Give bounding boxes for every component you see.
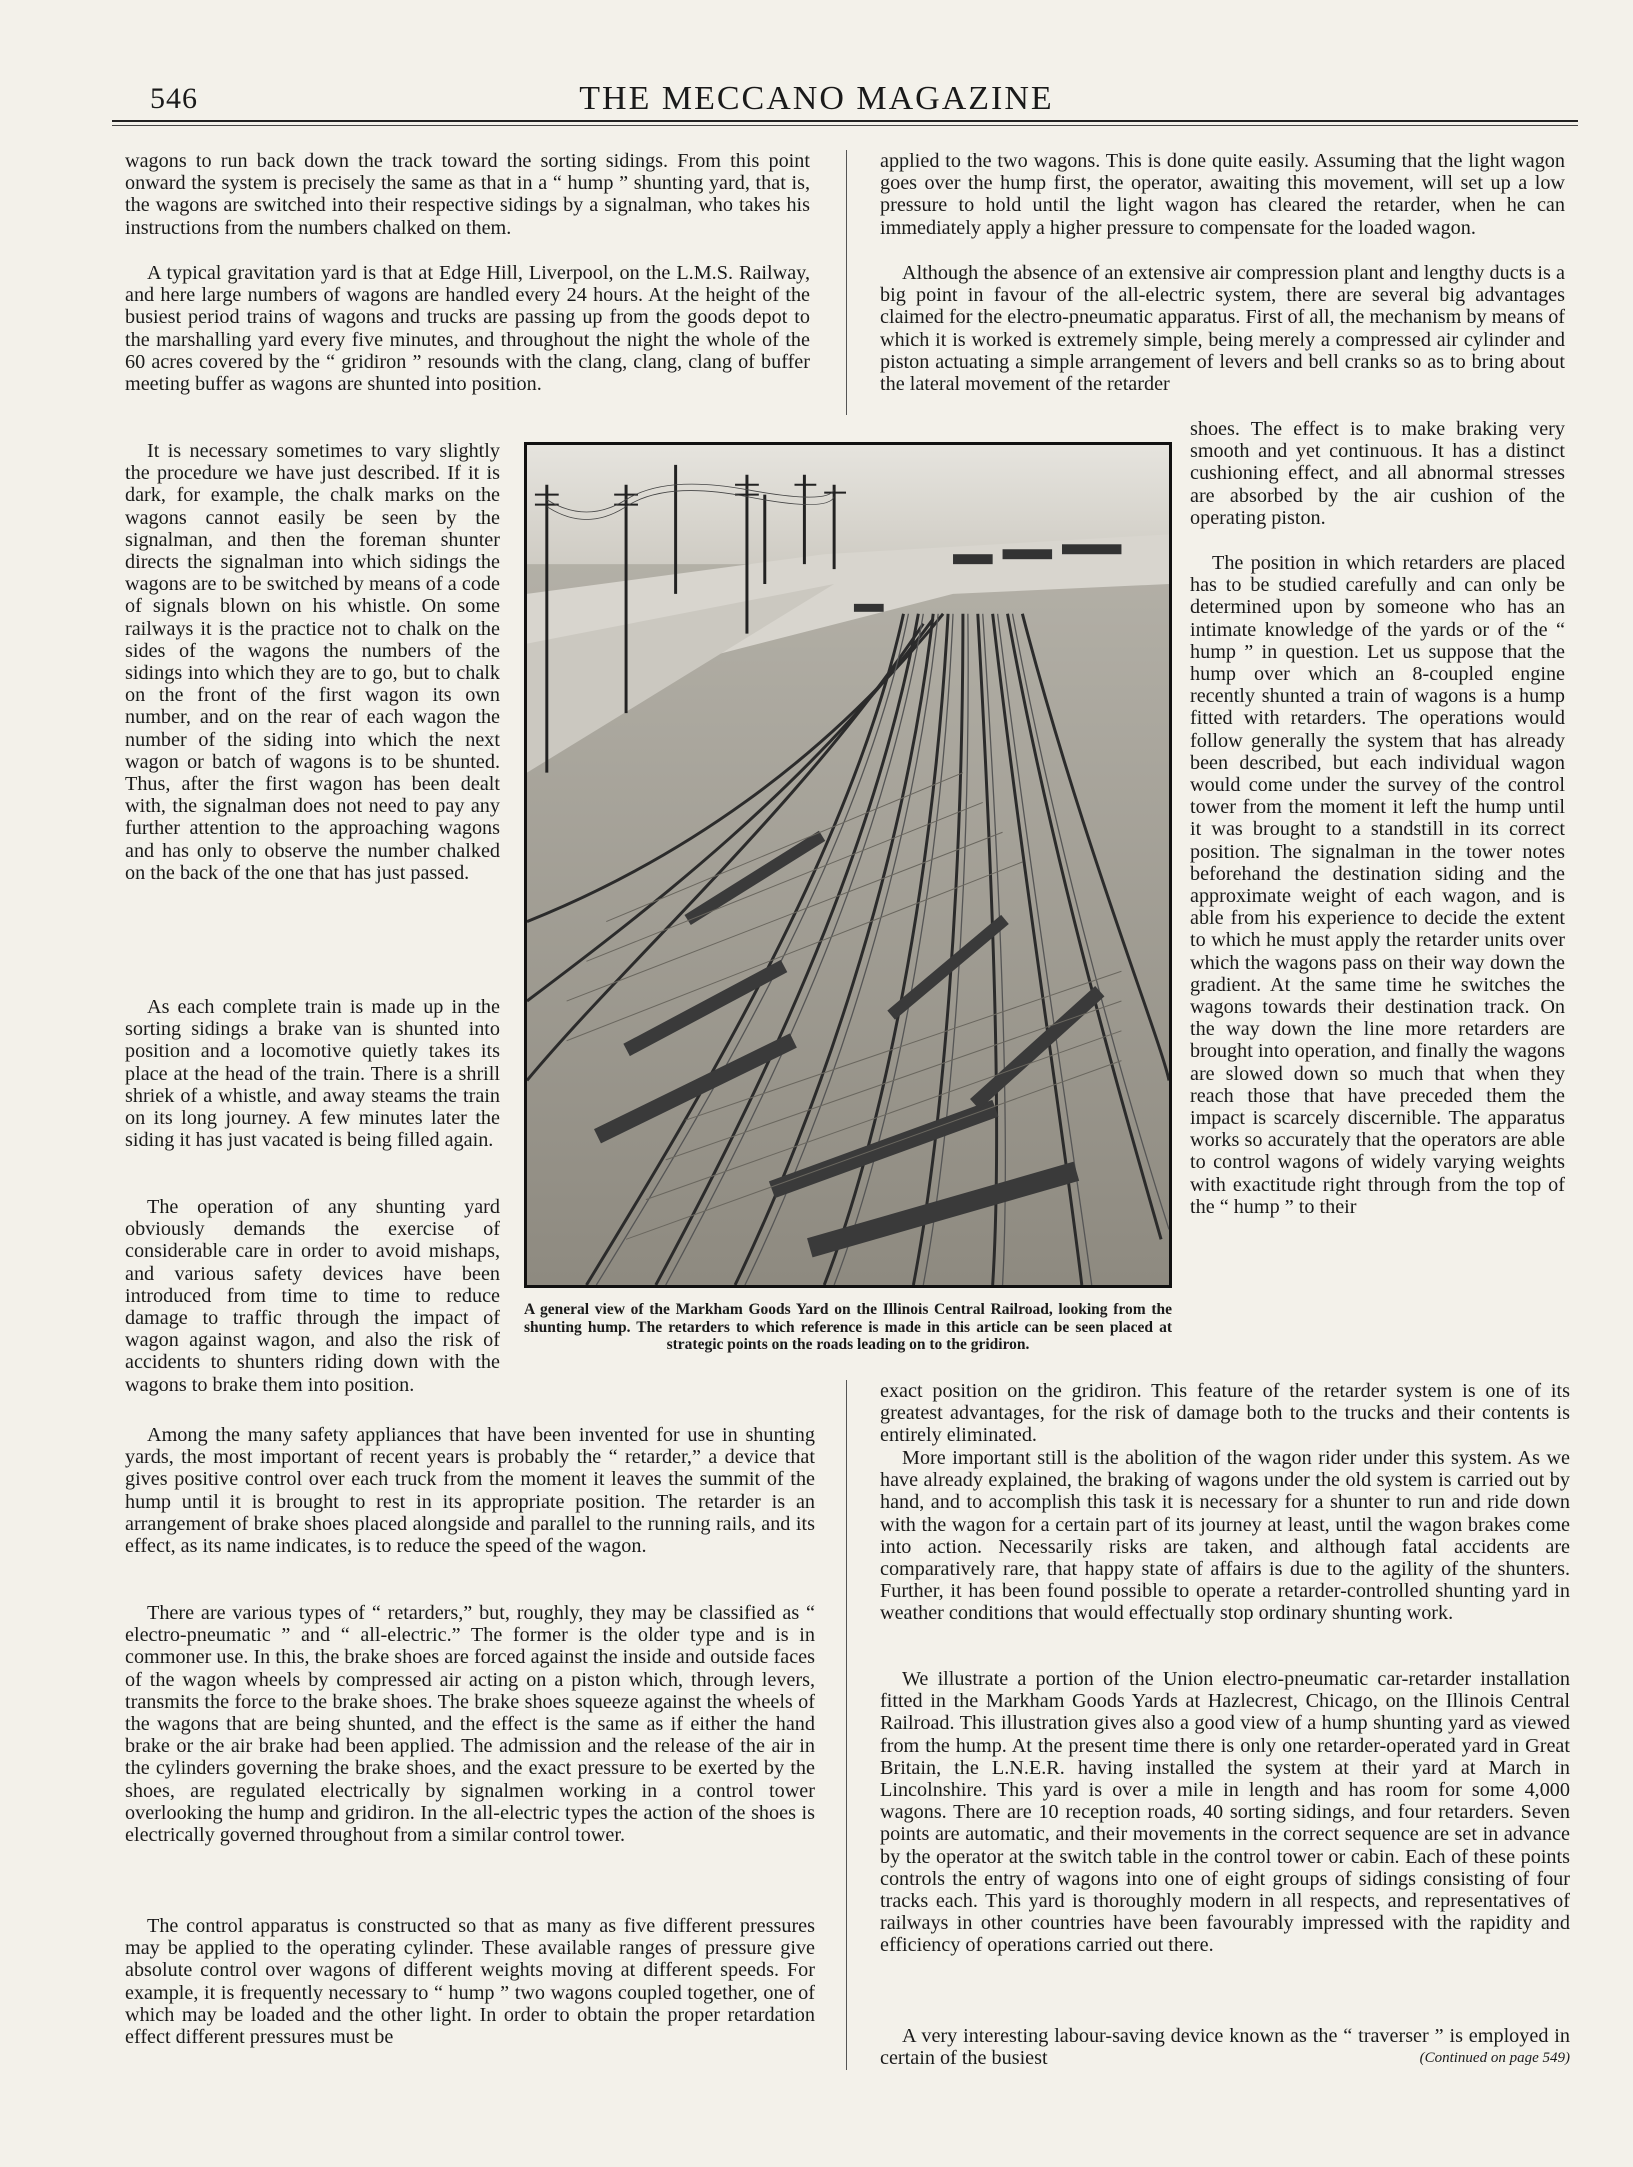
continued-note: (Continued on page 549)	[1419, 2050, 1570, 2067]
paragraph: wagons to run back down the track toward the sorting sidings. From this point onward the system is precisely the same as that in a “ hump ” shunting yard, that is, the wagons are switched into their respective sidings by a signalman, who takes his instructions from the numbers chalked on them.	[125, 150, 810, 239]
column-divider	[846, 1380, 847, 2070]
paragraph: It is necessary sometimes to vary slightly the procedure we have just described. If it is dark, for example, the chalk marks on the wagons cannot easily be seen by the signalman, and then the foreman shunter directs the signalman into which sidings the wagons are to be switched by means of a code of signals blown on his whistle. On some railways it is the practice not to chalk on the sides of the wagons the numbers of the sidings into which they are to go, but to chalk on the front of the first wagon its own number, and on the rear of each wagon the number of the siding into which the next wagon or batch of wagons is to be shunted. Thus, after the first wagon has been dealt with, the signalman does not need to pay any further attention to the approaching wagons and has only to observe the number chalked on the back of the one that has just passed.	[125, 440, 500, 884]
paragraph: More important still is the abolition of the wagon rider under this system. As we have already explained, the braking of wagons under the old system is carried out by hand, and to accomplish this task it is necessary for a shunter to run and ride down with the wagon for a certain part of its journey at least, until the wagon brakes come into action. Necessarily risks are taken, and although fatal accidents are comparatively rare, that happy state of affairs is due to the agility of the shunters. Further, it has been found possible to operate a retarder-controlled shunting yard in weather conditions that would effectually stop ordinary shunting work.	[880, 1447, 1570, 1625]
markham-yard-photo	[524, 442, 1172, 1288]
paragraph: A typical gravitation yard is that at Edge Hill, Liverpool, on the L.M.S. Railway, and here large numbers of wagons are handled every 24 hours. At the height of the busiest period trains of wagons and trucks are passing up from the goods depot to the marshalling yard every five minutes, and throughout the night the whole of the 60 acres covered by the “ gridiron ” resounds with the clang, clang, clang of buffer meeting buffer as wagons are shunted into position.	[125, 262, 810, 396]
photo-caption: A general view of the Markham Goods Yard on the Illinois Central Railroad, looking from the shunting hump. The retarders to which reference is made in this article can be seen placed at strategic points on the roads leading on to the gridiron.	[524, 1301, 1172, 1353]
paragraph: The operation of any shunting yard obviously demands the exercise of considerable care in order to avoid mishaps, and various safety devices have been introduced from time to time to reduce damage to traffic through the impact of wagon against wagon, and also the risk of accidents to shunters riding down with the wagons to brake them into position.	[125, 1196, 500, 1396]
header-rule	[112, 120, 1578, 122]
paragraph: The position in which retarders are placed has to be studied carefully and can only be determined upon by someone who has an intimate knowledge of the yards or of the “ hump ” in question. Let us suppose that the hump over which an 8-coupled engine recently shunted a train of wagons is a hump fitted with retarders. The operations would follow generally the system that has already been described, but each individual wagon would come under the survey of the control tower from the moment it left the hump until it was brought to a standstill in its correct position. The signalman in the tower notes beforehand the destination siding and the approximate weight of each wagon, and is able from his experience to decide the extent to which he must apply the retarder units over which the wagons pass on their way down the gradient. At the same time he switches the wagons towards their destination track. On the way down the line more retarders are brought into operation, and finally the wagons are slowed down so much that when they reach those that have preceded them the impact is scarcely discernible. The apparatus works so accurately that the operators are able to control wagons of widely varying weights with exactitude right through from the top of the “ hump ” to their	[1190, 552, 1565, 1218]
paragraph: shoes. The effect is to make braking very smooth and yet continuous. It has a distinct cushioning effect, and all abnormal stresses are absorbed by the air cushion of the operating piston.	[1190, 418, 1565, 529]
paragraph: There are various types of “ retarders,” but, roughly, they may be classified as “ electro-pneumatic ” and “ all-electric.” The former is the older type and is in commoner use. In this, the brake shoes are forced against the inside and outside faces of the wagon wheels by compressed air acting on a piston which, through levers, transmits the force to the brake shoes. The brake shoes squeeze against the wheels of the wagons that are being shunted, and the effect is the same as if either the hand brake or the air brake had been applied. The admission and the release of the air in the cylinders governing the brake shoes, and the exact pressure to be exerted by the shoes, are regulated electrically by signalmen working in a control tower overlooking the hump and gridiron. In the all-electric types the action of the shoes is electrically governed throughout from a similar control tower.	[125, 1602, 815, 1847]
paragraph: Although the absence of an extensive air compression plant and lengthy ducts is a big point in favour of the all-electric system, there are several big advantages claimed for the electro-pneumatic apparatus. First of all, the mechanism by means of which it is worked is extremely simple, being merely a compressed air cylinder and piston actuating a simple arrangement of levers and bell cranks so as to bring about the lateral movement of the retarder	[880, 262, 1566, 396]
paragraph	[880, 2025, 1570, 2069]
page-number: 546	[150, 82, 198, 115]
paragraph: applied to the two wagons. This is done quite easily. Assuming that the light wagon goes over the hump first, the operator, awaiting this movement, will set up a low pressure to hold until the light wagon has cleared the retarder, when he can immediately apply a higher pressure to compensate for the loaded wagon.	[880, 150, 1565, 239]
header-rule-thin	[112, 125, 1578, 126]
paragraph-text: A very interesting labour-saving device known as the “ traverser ” is employed in certain of the busiest	[880, 2025, 1570, 2070]
column-divider	[846, 150, 847, 415]
paragraph: As each complete train is made up in the sorting sidings a brake van is shunted into position and a locomotive quietly takes its place at the head of the train. There is a shrill shriek of a whistle, and away steams the train on its long journey. A few minutes later the siding it has just vacated is being filled again.	[125, 996, 500, 1152]
rail-yard-illustration	[527, 445, 1169, 1285]
paragraph: We illustrate a portion of the Union electro-pneumatic car-retarder installation fitted in the Markham Goods Yards at Hazlecrest, Chicago, on the Illinois Central Railroad. This illustration gives also a good view of a hump shunting yard as viewed from the hump. At the present time there is only one retarder-operated yard in Great Britain, the L.N.E.R. having installed the system at their yard at March in Lincolnshire. This yard is over a mile in length and has room for some 4,000 wagons. There are 10 reception roads, 40 sorting sidings, and four retarders. Seven points are automatic, and their movements in the correct sequence are set in advance by the operator at the switch table in the control tower or cabin. Each of these points controls the entry of wagons into one of eight groups of sidings consisting of four tracks each. This yard is thoroughly modern in all respects, and representatives of railways in other countries have been favourably impressed with the rapidity and efficiency of operations carried out there.	[880, 1668, 1570, 1957]
paragraph: Among the many safety appliances that have been invented for use in shunting yards, the most important of recent years is probably the “ retarder,” a device that gives positive control over each truck from the moment it leaves the summit of the hump until it is brought to rest in its appropriate position. The retarder is an arrangement of brake shoes placed alongside and parallel to the running rails, and its effect, as its name indicates, is to reduce the speed of the wagon.	[125, 1424, 815, 1558]
paragraph: exact position on the gridiron. This feature of the retarder system is one of its greatest advantages, for the risk of damage both to the trucks and their contents is entirely eliminated.	[880, 1380, 1570, 1447]
paragraph: The control apparatus is constructed so that as many as five different pressures may be applied to the operating cylinder. These available ranges of pressure give absolute control over wagons of different weights moving at different speeds. For example, it is frequently necessary to “ hump ” two wagons coupled together, one of which may be loaded and the other light. In order to obtain the proper retardation effect different pressures must be	[125, 1915, 815, 2049]
page-title: THE MECCANO MAGAZINE	[579, 80, 1054, 117]
